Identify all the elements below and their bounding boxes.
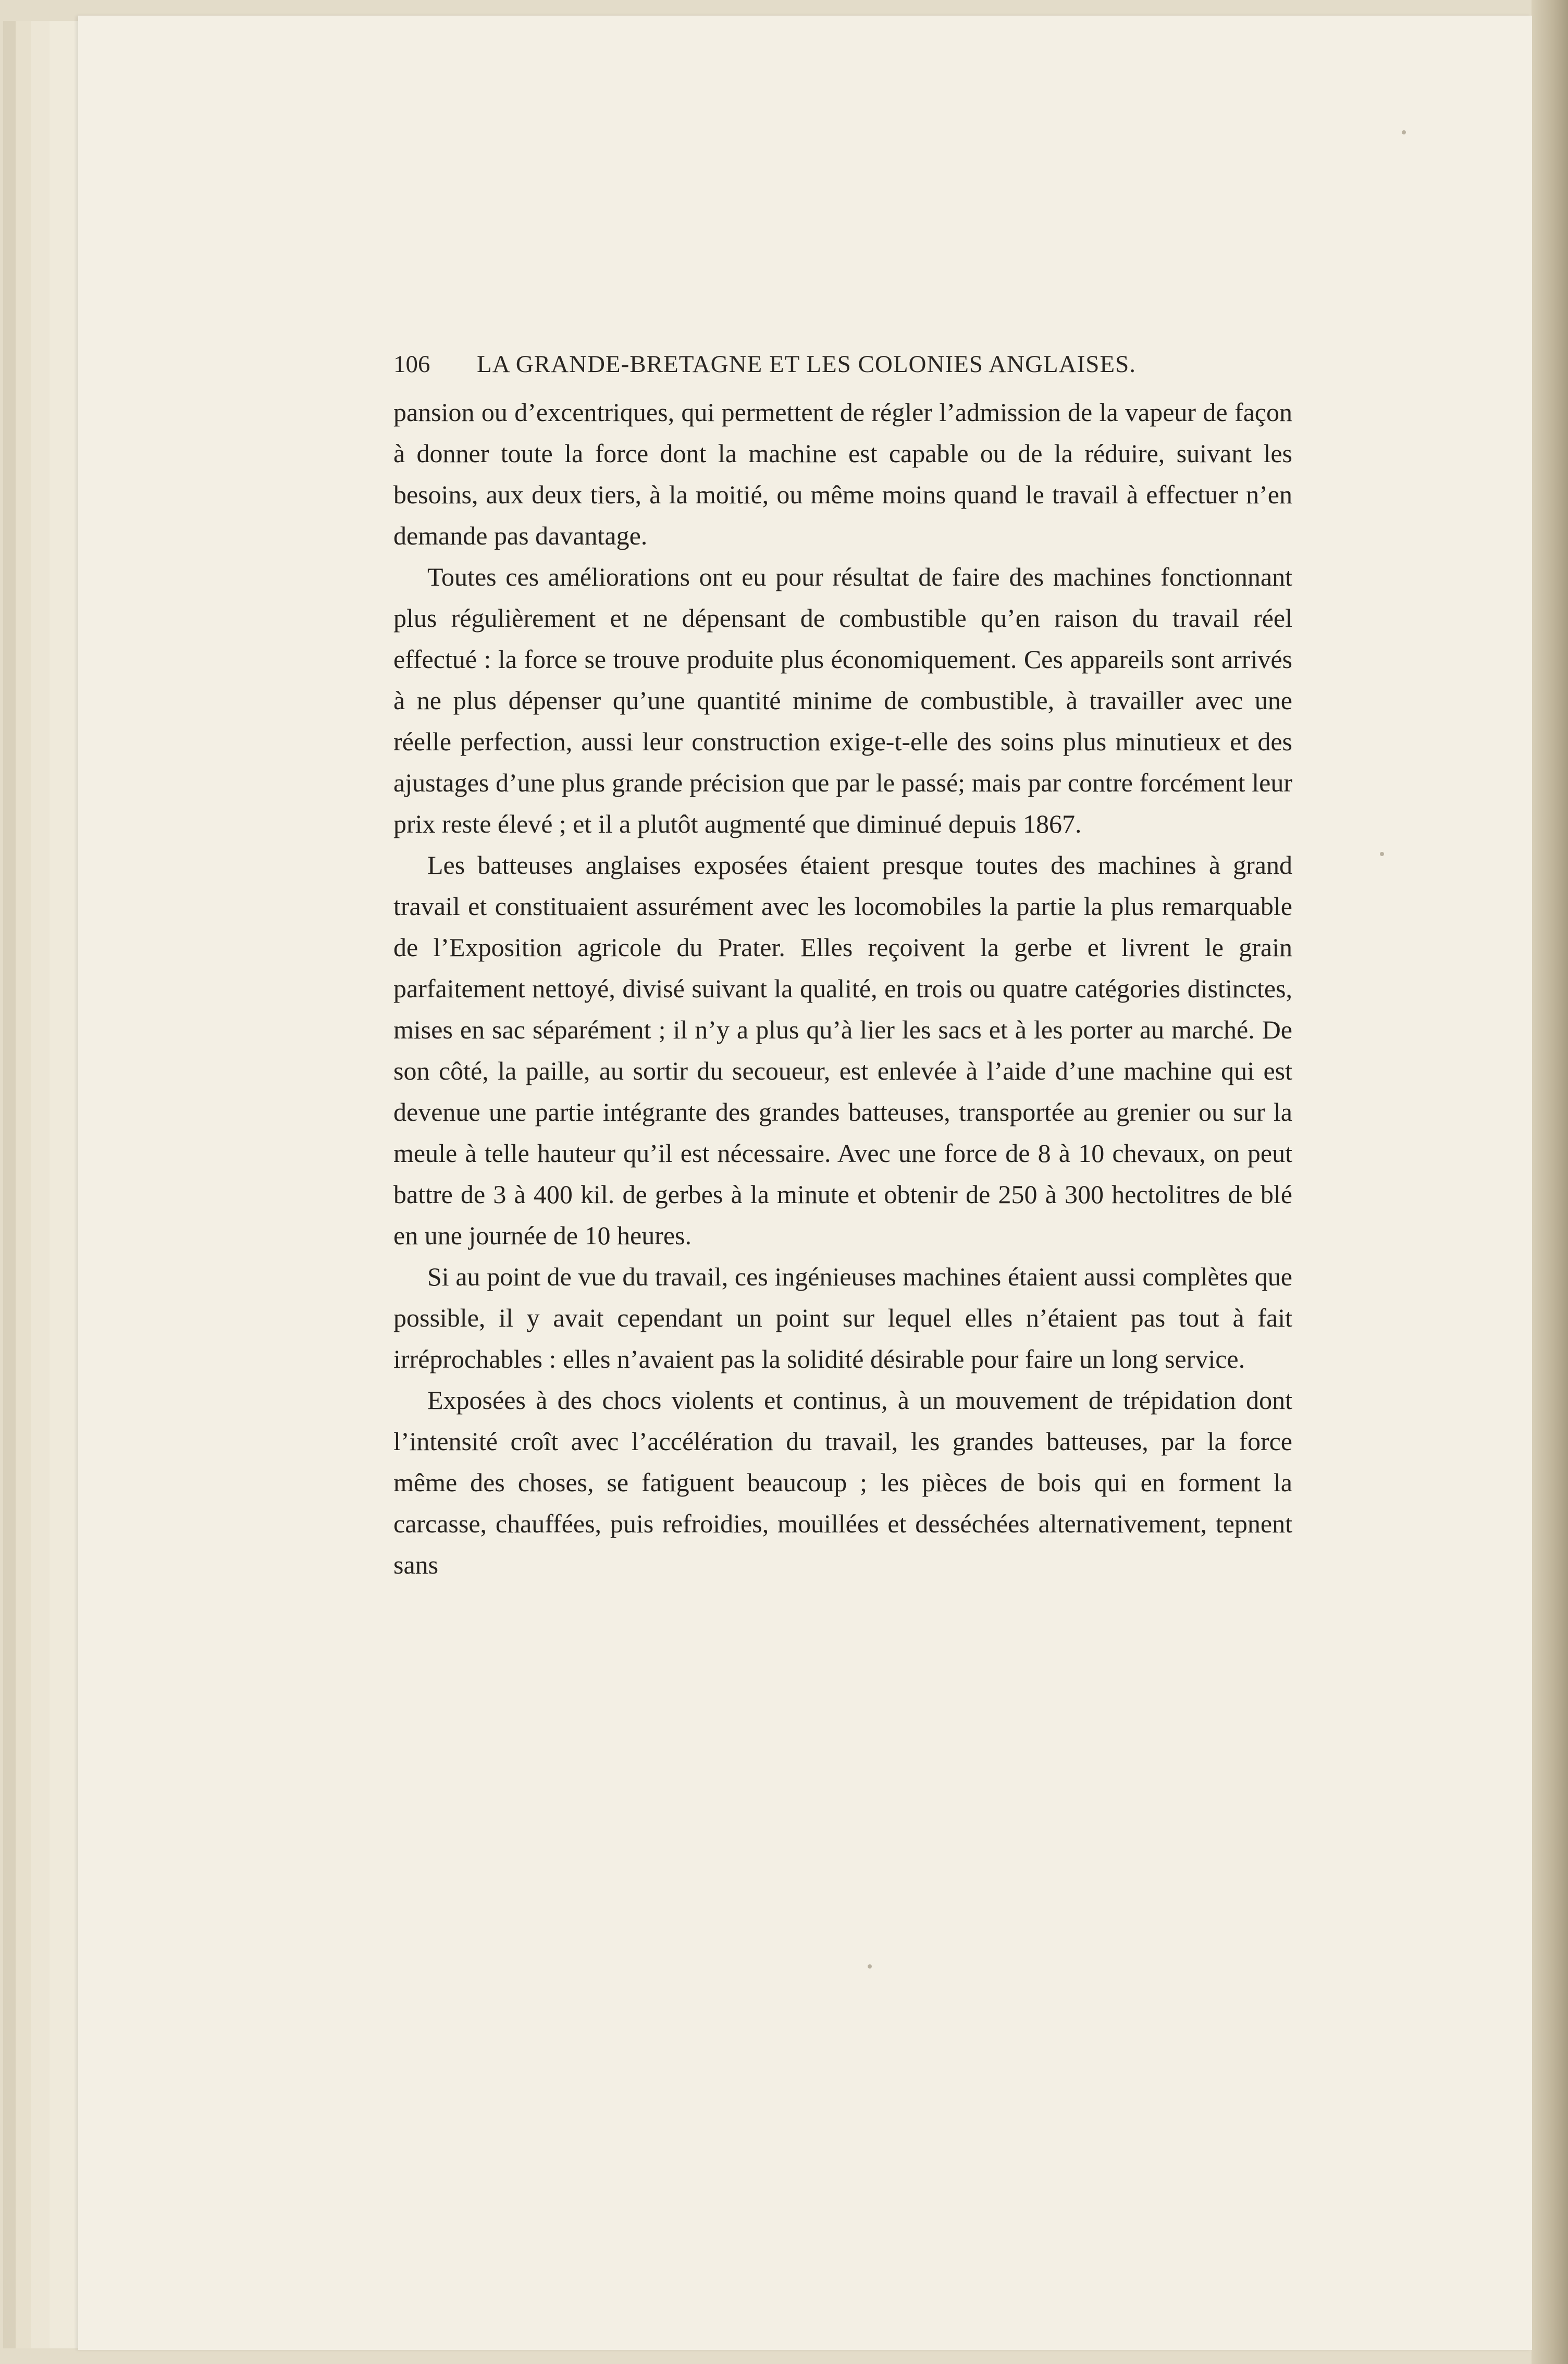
running-title: LA GRANDE-BRETAGNE ET LES COLONIES ANGLAISES. bbox=[477, 351, 1136, 378]
page-number: 106 bbox=[393, 351, 430, 378]
paragraph-3: Les batteuses anglaises exposées étaient presque toutes des machines à grand travail et constituaient assurément avec les locomobiles la partie la plus remarquable de l’Exposition agricole du Prater. Elles reçoivent la gerbe et livrent le grain parfaitement nettoyé, divisé suivant la qualité, en trois ou quatre catégories distinctes, mises en sac séparément ; il n’y a plus qu’à lier les sacs et à les porter au marché. De son côté, la paille, au sortir du secoueur, est enlevée à l’aide d’une machine qui est devenue une partie intégrante des grandes batteuses, transportée au grenier ou sur la meule à telle hauteur qu’il est nécessaire. Avec une force de 8 à 10 chevaux, on peut battre de 3 à 400 kil. de gerbes à la minute et obtenir de 250 à 300 hectolitres de blé en une journée de 10 heures. bbox=[393, 850, 1292, 1250]
body-text bbox=[393, 392, 1292, 1586]
paragraph-2: Toutes ces améliorations ont eu pour résultat de faire des machines fonctionnant plus régulièrement et ne dépensant de combustible qu’en raison du travail réel effectué : la force se trouve produite plus économiquement. Ces appareils sont arrivés à ne plus dépenser qu’une quantité minime de combustible, à travailler avec une réelle perfection, aussi leur construction exige-t-elle des soins plus minutieux et des ajustages d’une plus grande précision que par le passé; mais par contre forcément leur prix reste élevé ; et il a plutôt augmenté que diminué depuis 1867. bbox=[393, 562, 1292, 838]
paper-speck bbox=[1380, 852, 1384, 856]
paragraph-1: pansion ou d’excentriques, qui permettent de régler l’admission de la vapeur de façon à donner toute la force dont la machine est capable ou de la réduire, suivant les besoins, aux deux tiers, à la moitié, ou même moins quand le travail à effectuer n’en demande pas davantage. bbox=[393, 398, 1292, 550]
binding-gutter bbox=[1532, 0, 1568, 2364]
paper-speck bbox=[1402, 130, 1406, 134]
running-head bbox=[393, 350, 1222, 381]
paragraph-5: Exposées à des chocs violents et continus, à un mouvement de trépidation dont l’intensité croît avec l’accélération du travail, les grandes batteuses, par la force même des choses, se fatiguent beaucoup ; les pièces de bois qui en forment la carcasse, chauffées, puis refroidies, mouillées et desséchées alternativement, tepnent sans bbox=[393, 1385, 1292, 1579]
paragraph-4: Si au point de vue du travail, ces ingénieuses machines étaient aussi complètes que possible, il y avait cependant un point sur lequel elles n’étaient pas tout à fait irréprochables : elles n’avaient pas la solidité désirable pour faire un long service. bbox=[393, 1262, 1292, 1373]
paper-speck bbox=[868, 1964, 872, 1969]
